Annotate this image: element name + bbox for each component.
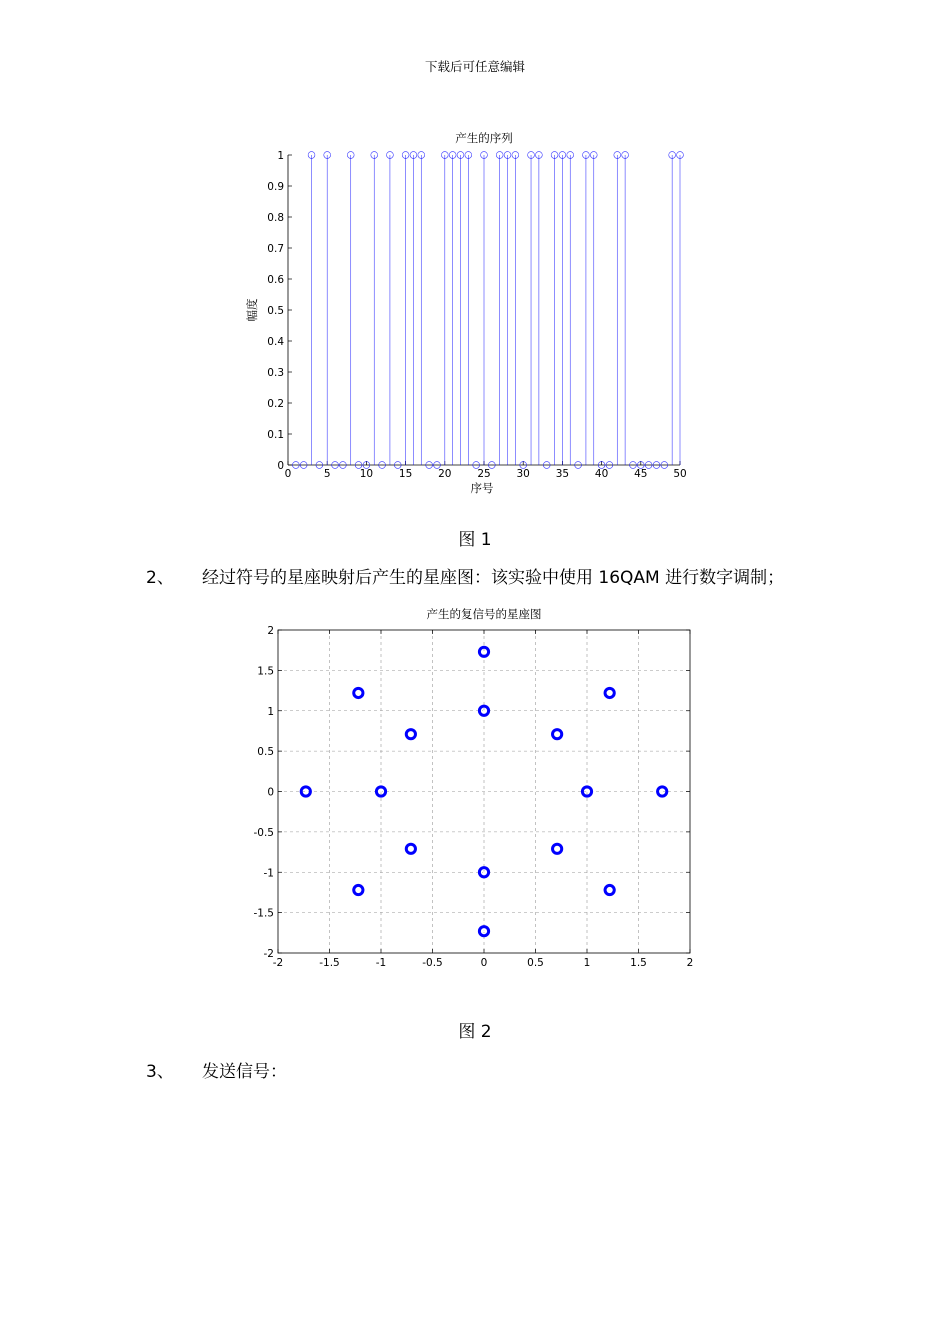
- page-header: 下载后可任意编辑: [424, 59, 525, 74]
- chart-title: 产生的序列: [455, 131, 513, 145]
- y-tick-label: 0.2: [267, 398, 284, 410]
- list-item-text: 经过符号的星座映射后产生的星座图：该实验中使用 16QAM 进行数字调制；: [202, 568, 785, 588]
- constellation-scatter-chart: [240, 600, 710, 975]
- x-tick-label: -2: [272, 957, 284, 969]
- figure-1-caption: 图 1: [458, 530, 492, 550]
- y-tick-label: 0.1: [267, 429, 284, 441]
- y-tick-label: 0.9: [267, 181, 284, 193]
- y-tick-label: 1: [267, 705, 274, 718]
- figure-2-caption: 图 2: [458, 1022, 492, 1042]
- chart-title: 产生的复信号的星座图: [426, 607, 542, 621]
- constellation-point-center: [483, 710, 485, 712]
- y-tick-label: 0: [267, 786, 274, 799]
- constellation-point-center: [357, 692, 359, 694]
- x-tick-label: 10: [359, 468, 374, 480]
- x-tick-label: 40: [594, 468, 609, 480]
- x-tick-label: -0.5: [422, 957, 443, 969]
- x-tick-label: 50: [673, 468, 687, 480]
- constellation-point-center: [556, 848, 558, 850]
- x-tick-label: 20: [438, 468, 452, 480]
- constellation-point-center: [357, 889, 359, 891]
- x-tick-label: 5: [323, 468, 331, 480]
- constellation-point-center: [483, 651, 485, 653]
- constellation-point-center: [586, 791, 588, 793]
- y-tick-label: -0.5: [253, 826, 274, 839]
- sequence-stem-chart: [230, 125, 700, 500]
- y-tick-label: -2: [263, 948, 274, 960]
- x-tick-label: 0: [480, 957, 488, 969]
- y-tick-label: 2: [267, 625, 274, 637]
- y-tick-label: 0: [277, 460, 284, 472]
- x-tick-label: 0: [284, 468, 292, 480]
- y-tick-label: -1.5: [253, 907, 274, 920]
- constellation-point-center: [483, 871, 485, 873]
- y-tick-label: 0.6: [267, 274, 284, 286]
- x-tick-label: 25: [477, 468, 491, 480]
- x-tick-label: -1.5: [319, 957, 340, 969]
- y-tick-label: 0.7: [267, 243, 284, 255]
- constellation-point-center: [609, 889, 611, 891]
- y-tick-label: 0.4: [267, 336, 284, 348]
- constellation-point-center: [483, 930, 485, 932]
- list-item-number: 2、: [146, 568, 174, 588]
- x-axis-label: 序号: [470, 481, 494, 495]
- list-item-text: 发送信号：: [202, 1062, 287, 1082]
- x-tick-label: 35: [555, 468, 570, 480]
- constellation-point-center: [410, 733, 412, 735]
- x-tick-label: 1.5: [630, 957, 647, 969]
- constellation-point-center: [556, 733, 558, 735]
- y-tick-label: 0.5: [267, 305, 284, 317]
- x-tick-label: 0.5: [527, 957, 544, 969]
- y-tick-label: -1: [263, 867, 274, 880]
- y-axis-label: 幅度: [245, 298, 259, 322]
- constellation-point-center: [305, 791, 307, 793]
- x-tick-label: -1: [375, 957, 387, 969]
- x-tick-label: 45: [634, 468, 648, 480]
- y-tick-label: 0.5: [257, 746, 274, 759]
- x-tick-label: 1: [583, 957, 591, 969]
- x-tick-label: 30: [516, 468, 530, 480]
- x-tick-label: 2: [686, 957, 694, 969]
- y-tick-label: 1.5: [257, 665, 274, 678]
- y-tick-label: 0.3: [267, 367, 284, 379]
- list-item-number: 3、: [146, 1062, 174, 1082]
- constellation-point-center: [410, 848, 412, 850]
- x-tick-label: 15: [398, 468, 413, 480]
- constellation-point-center: [661, 791, 663, 793]
- y-tick-label: 0.8: [267, 212, 284, 224]
- constellation-point-center: [380, 791, 382, 793]
- y-tick-label: 1: [277, 150, 284, 162]
- constellation-point-center: [609, 692, 611, 694]
